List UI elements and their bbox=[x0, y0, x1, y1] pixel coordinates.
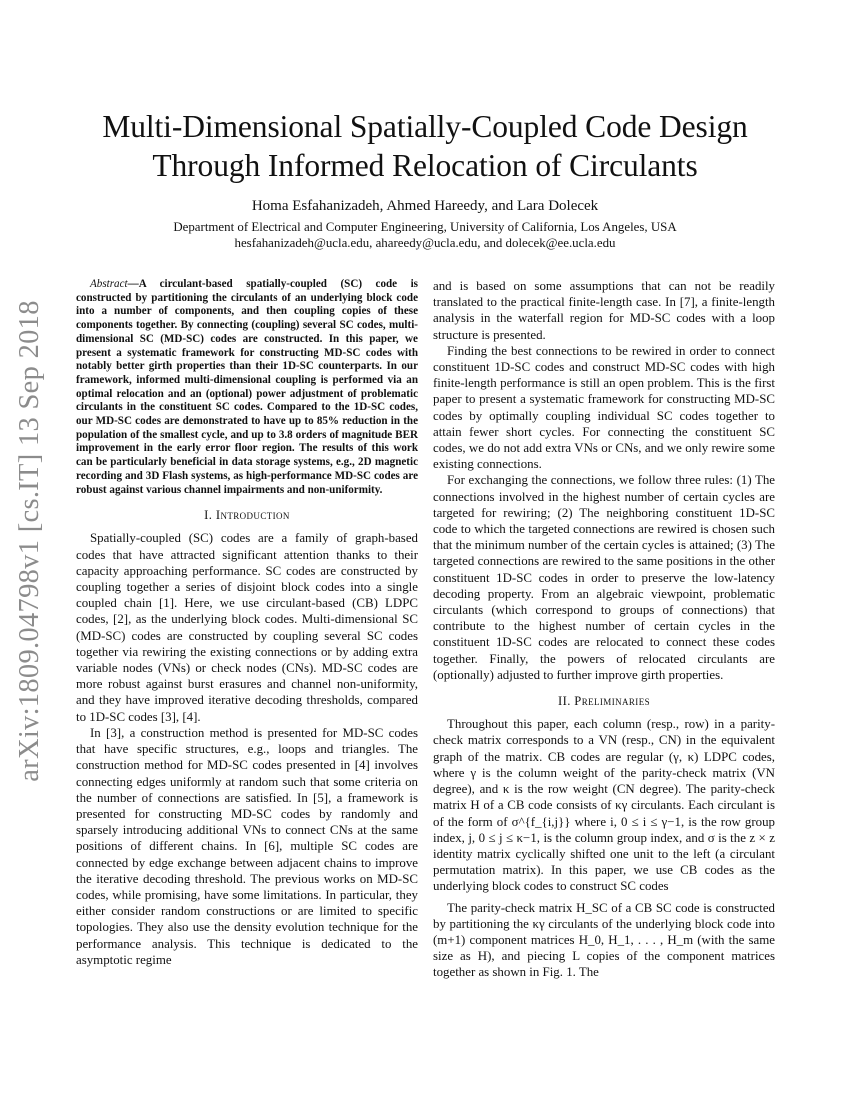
section-title: Introduction bbox=[215, 508, 290, 523]
intro-paragraph-1: Spatially-coupled (SC) codes are a family of graph-based codes that have attracted significant attention thanks to their capacity approaching performance. SC codes are constructed by coupling together a series of disjoint block codes into a single coupled chain [1]. Here, we use circulant-based (CB) LDPC codes, [2], as the underlying block codes. Multi-dimensional SC (MD-SC) codes are constructed by coupling several SC codes together via rewiring the existing connections or by adding extra variable nodes (VNs) or check nodes (CNs). MD-SC codes are more robust against burst erasures and channel non-uniformity, and they have improved iterative decoding thresholds, compared to 1D-SC codes [3], [4]. bbox=[76, 531, 418, 724]
right-paragraph-1: and is based on some assumptions that can not be readily translated to the practical finite-length case. In [7], a finite-length analysis in the waterfall region for MD-SC codes with a loop structure is presented. bbox=[433, 279, 775, 342]
author-list: Homa Esfahanizadeh, Ahmed Hareedy, and Lara Dolecek bbox=[251, 198, 599, 214]
author-emails: hesfahanizadeh@ucla.edu, ahareedy@ucla.edu, and dolecek@ee.ucla.edu bbox=[234, 236, 616, 250]
left-column bbox=[76, 278, 418, 968]
section-heading-introduction bbox=[76, 507, 418, 523]
intro-paragraph-2: In [3], a construction method is presented for MD-SC codes that have specific structures, e.g., loops and triangles. The construction method for MD-SC codes presented in [4] involves connecting edges uniformly at random such that some criteria on the number of connections are satisfied. In [5], a framework is presented for constructing MD-SC codes by randomly and sparsely introducing additional VNs to connect CNs at the same positions of different chains. In [6], multiple SC codes are connected by edge exchange between adjacent chains to improve the iterative decoding threshold. The previous works on MD-SC codes, while promising, have some limitations. In particular, they either consider random constructions or are limited to specific topologies. They also use the density evolution technique for the performance analysis. This technique is dedicated to the asymptotic regime bbox=[76, 725, 418, 967]
section-number: I. bbox=[204, 508, 216, 523]
arxiv-side-stamp bbox=[4, 300, 56, 782]
title-line-2: Through Informed Relocation of Circulants bbox=[152, 148, 698, 183]
title-line-1: Multi-Dimensional Spatially-Coupled Code Design bbox=[102, 109, 748, 144]
arxiv-stamp-text: arXiv:1809.04798v1 [cs.IT] 13 Sep 2018 bbox=[14, 300, 45, 782]
prelim-paragraph-1: Throughout this paper, each column (resp., row) in a parity-check matrix corresponds to a VN (resp., CN) in the equivalent graph of the matrix. CB codes are regular (γ, κ) LDPC codes, where γ is the column weight of the parity-check matrix (VN degree), and κ is the row weight (CN degree). The parity-check matrix H of a CB code consists of κγ circulants. Each circulant is of the form of σ^{f_{i,j}} where i, 0 ≤ i ≤ γ−1, is the row group index, j, 0 ≤ j ≤ κ−1, is the column group index, and σ is the z × z identity matrix cyclically shifted one unit to the left (a circulant permutation matrix). In this paper, we use CB codes as the underlying block codes to construct SC codes bbox=[433, 717, 775, 894]
abstract-text: —A circulant-based spatially-coupled (SC) code is constructed by partitioning the circulants of an underlying block code into a number of components, and then coupling copies of these components together. By connecting (coupling) several SC codes, multi-dimensional SC (MD-SC) codes are constructed. In this paper, we present a systematic framework for constructing MD-SC codes with notably better girth properties than their 1D-SC counterparts. In our framework, informed multi-dimensional coupling is performed via an optimal relocation and an (optional) power adjustment of problematic circulants in the constituent SC codes. Compared to the 1D-SC codes, our MD-SC codes are demonstrated to have up to 85% reduction in the population of the smallest cycle, and up to 3.8 orders of magnitude BER improvement in the early error floor region. The results of this work can be particularly beneficial in data storage systems, e.g., 2D magnetic recording and 3D Flash systems, as high-performance MD-SC codes are robust against various channel impairments and non-uniformity. bbox=[76, 278, 418, 496]
section-number: II. bbox=[558, 694, 575, 709]
paper-title bbox=[40, 107, 810, 185]
right-column bbox=[433, 278, 775, 981]
abstract bbox=[76, 278, 418, 497]
section-title: Preliminaries bbox=[574, 694, 650, 709]
abstract-label: Abstract bbox=[90, 278, 128, 290]
right-paragraph-3: For exchanging the connections, we follow three rules: (1) The connections involved in the highest number of certain cycles are targeted for rewiring; (2) The neighboring constituent 1D-SC code to which the targeted connections are rewired is chosen such that the minimum number of the certain cycles is attained; (3) The targeted connections are rewired to the same positions in the other constituent 1D-SC codes in order to preserve the low-latency decoding property. From an algebraic viewpoint, problematic circulants (which correspond to groups of connections) that contribute to the highest number of certain cycles in the constituent 1D-SC codes are relocated to connect these codes together. Finally, the powers of relocated circulants are (optionally) adjusted to further improve girth properties. bbox=[433, 473, 775, 682]
affiliation: Department of Electrical and Computer Engineering, University of California, Los Angeles, USA bbox=[173, 220, 677, 234]
section-heading-preliminaries bbox=[433, 693, 775, 709]
right-paragraph-2: Finding the best connections to be rewired in order to connect constituent 1D-SC codes and construct MD-SC codes with high finite-length performance is still an open problem. This is the first paper to present a systematic framework for constructing MD-SC codes by optimally coupling individual SC codes together to attain fewer short cycles. For connecting the constituent SC codes, we do not add extra VNs or CNs, and we only rewire some existing connections. bbox=[433, 343, 775, 472]
prelim-paragraph-2: The parity-check matrix H_SC of a CB SC code is constructed by partitioning the κγ circulants of the underlying block code into (m+1) component matrices H_0, H_1, . . . , H_m (with the same size as H), and piecing L copies of the component matrices together as shown in Fig. 1. The bbox=[433, 900, 775, 980]
